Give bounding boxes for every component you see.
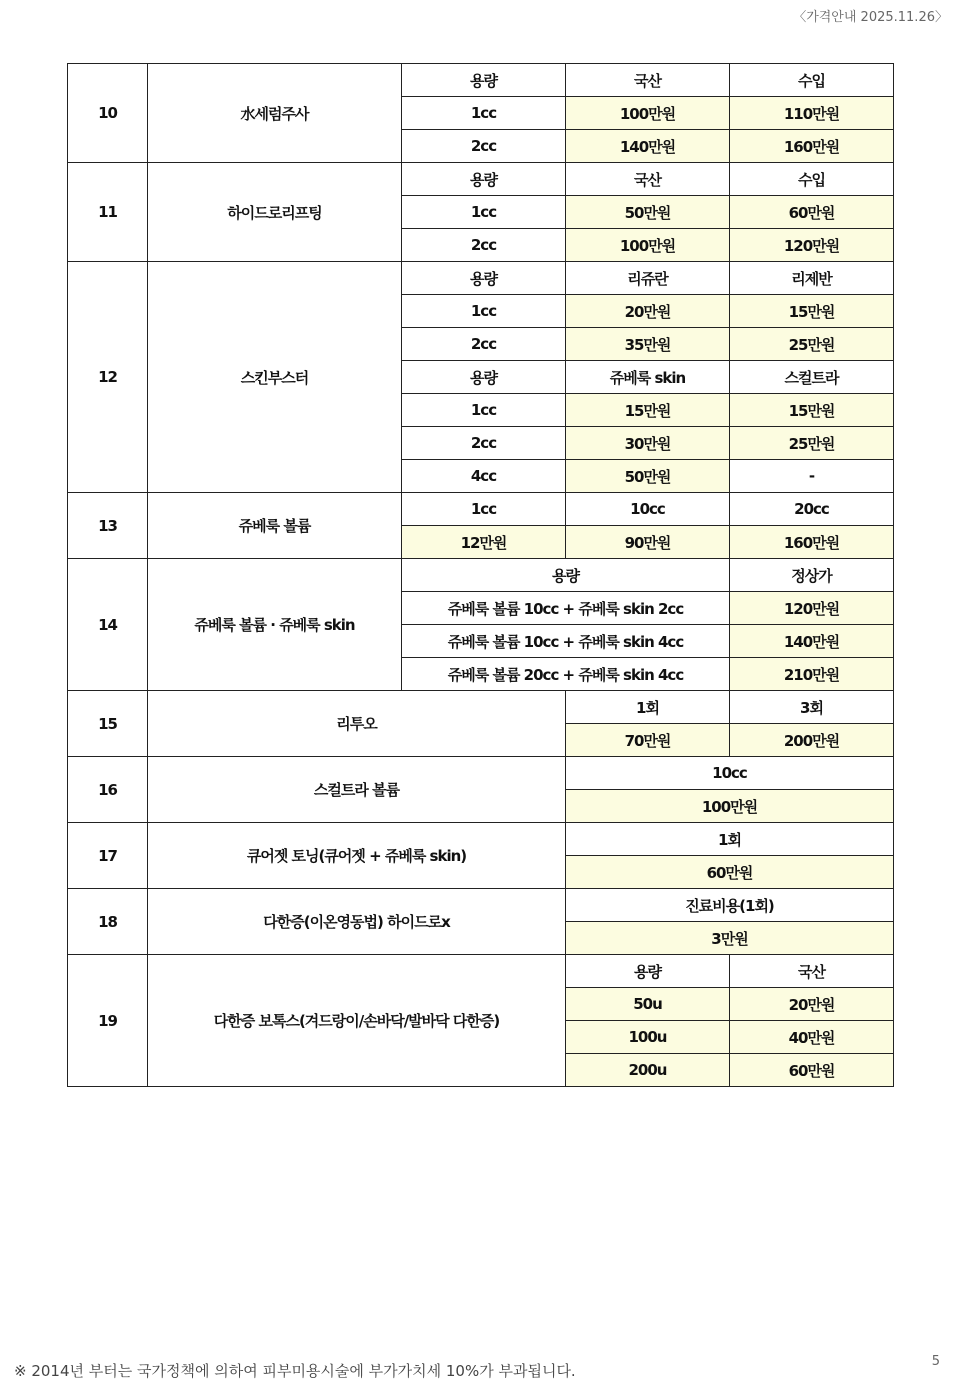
column-header: 국산 (730, 955, 894, 988)
price-cell: 120만원 (730, 592, 894, 625)
column-header: 용량 (566, 955, 730, 988)
price-cell: 60만원 (566, 856, 894, 889)
volume-cell: 2cc (402, 427, 566, 460)
price-cell: 3만원 (566, 922, 894, 955)
column-header: 용량 (402, 163, 566, 196)
table-row (68, 889, 894, 922)
price-cell: 120만원 (730, 229, 894, 262)
table-row (68, 757, 894, 790)
combo-description: 쥬베룩 볼륨 20cc + 쥬베룩 skin 4cc (402, 658, 730, 691)
item-name: 다한증 보톡스(겨드랑이/손바닥/발바닥 다한증) (148, 955, 566, 1087)
column-header: 리제반 (730, 262, 894, 295)
combo-description: 쥬베룩 볼륨 10cc + 쥬베룩 skin 2cc (402, 592, 730, 625)
column-header: 진료비용(1회) (566, 889, 894, 922)
price-cell: 110만원 (730, 97, 894, 130)
volume-cell: 1cc (402, 394, 566, 427)
price-cell: 140만원 (566, 130, 730, 163)
price-cell: 100만원 (566, 229, 730, 262)
column-header: 수입 (730, 64, 894, 97)
column-header: 스컬트라 (730, 361, 894, 394)
item-number: 16 (68, 757, 148, 823)
volume-cell: 2cc (402, 229, 566, 262)
price-cell: 210만원 (730, 658, 894, 691)
column-header: 20cc (730, 493, 894, 526)
column-header: 리쥬란 (566, 262, 730, 295)
item-number: 17 (68, 823, 148, 889)
table-row (68, 559, 894, 592)
volume-cell: 1cc (402, 196, 566, 229)
volume-cell: 50u (566, 988, 730, 1021)
volume-cell: 200u (566, 1054, 730, 1087)
volume-cell: 2cc (402, 130, 566, 163)
price-cell: 15만원 (730, 295, 894, 328)
table-row (68, 691, 894, 724)
column-header: 용량 (402, 262, 566, 295)
price-cell: 15만원 (730, 394, 894, 427)
price-cell: 50만원 (566, 196, 730, 229)
item-name: 스컬트라 볼륨 (148, 757, 566, 823)
volume-cell: 2cc (402, 328, 566, 361)
table-row (68, 823, 894, 856)
item-number: 15 (68, 691, 148, 757)
item-name: 리투오 (148, 691, 566, 757)
page-number: 5 (931, 1354, 940, 1369)
item-number: 13 (68, 493, 148, 559)
price-guide-date: 〈가격안내 2025.11.26〉 (793, 10, 948, 25)
volume-cell: 100u (566, 1021, 730, 1054)
item-number: 19 (68, 955, 148, 1087)
price-cell: 90만원 (566, 526, 730, 559)
price-cell: 50만원 (566, 460, 730, 493)
column-header: 1회 (566, 691, 730, 724)
volume-cell: 1cc (402, 295, 566, 328)
column-header: 쥬베룩 skin (566, 361, 730, 394)
price-cell: 40만원 (730, 1021, 894, 1054)
price-cell: 20만원 (730, 988, 894, 1021)
price-cell: 200만원 (730, 724, 894, 757)
price-cell: 160만원 (730, 526, 894, 559)
column-header: 수입 (730, 163, 894, 196)
price-cell: 60만원 (730, 196, 894, 229)
table-row (68, 262, 894, 295)
price-cell: 140만원 (730, 625, 894, 658)
item-name: 쥬베룩 볼륨 (148, 493, 402, 559)
price-cell: 15만원 (566, 394, 730, 427)
column-header: 3회 (730, 691, 894, 724)
price-cell: 12만원 (402, 526, 566, 559)
vat-notice: ※ 2014년 부터는 국가정책에 의하여 피부미용시술에 부가가치세 10%가 부과됩니다. (14, 1362, 576, 1380)
price-cell: 100만원 (566, 790, 894, 823)
column-header: 1cc (402, 493, 566, 526)
column-header: 용량 (402, 559, 730, 592)
price-cell: 100만원 (566, 97, 730, 130)
item-name: 스킨부스터 (148, 262, 402, 493)
column-header: 10cc (566, 493, 730, 526)
column-header: 10cc (566, 757, 894, 790)
price-cell: 25만원 (730, 427, 894, 460)
item-name: 쥬베룩 볼륨 · 쥬베룩 skin (148, 559, 402, 691)
column-header: 1회 (566, 823, 894, 856)
item-name: 다한증(이온영동법) 하이드로x (148, 889, 566, 955)
item-name: 하이드로리프팅 (148, 163, 402, 262)
item-number: 10 (68, 64, 148, 163)
price-cell: 60만원 (730, 1054, 894, 1087)
item-number: 12 (68, 262, 148, 493)
item-name: 水세럼주사 (148, 64, 402, 163)
column-header: 용량 (402, 361, 566, 394)
table-row (68, 955, 894, 988)
combo-description: 쥬베룩 볼륨 10cc + 쥬베룩 skin 4cc (402, 625, 730, 658)
price-cell: 25만원 (730, 328, 894, 361)
volume-cell: 4cc (402, 460, 566, 493)
item-number: 11 (68, 163, 148, 262)
item-number: 14 (68, 559, 148, 691)
column-header: 용량 (402, 64, 566, 97)
column-header: 정상가 (730, 559, 894, 592)
table-row (68, 64, 894, 97)
column-header: 국산 (566, 64, 730, 97)
price-table (67, 63, 894, 1087)
item-number: 18 (68, 889, 148, 955)
price-cell: 70만원 (566, 724, 730, 757)
column-header: 국산 (566, 163, 730, 196)
price-cell: 35만원 (566, 328, 730, 361)
table-row (68, 493, 894, 526)
table-row (68, 163, 894, 196)
price-cell: - (730, 460, 894, 493)
item-name: 큐어젯 토닝(큐어젯 + 쥬베룩 skin) (148, 823, 566, 889)
price-cell: 30만원 (566, 427, 730, 460)
price-cell: 20만원 (566, 295, 730, 328)
volume-cell: 1cc (402, 97, 566, 130)
price-cell: 160만원 (730, 130, 894, 163)
